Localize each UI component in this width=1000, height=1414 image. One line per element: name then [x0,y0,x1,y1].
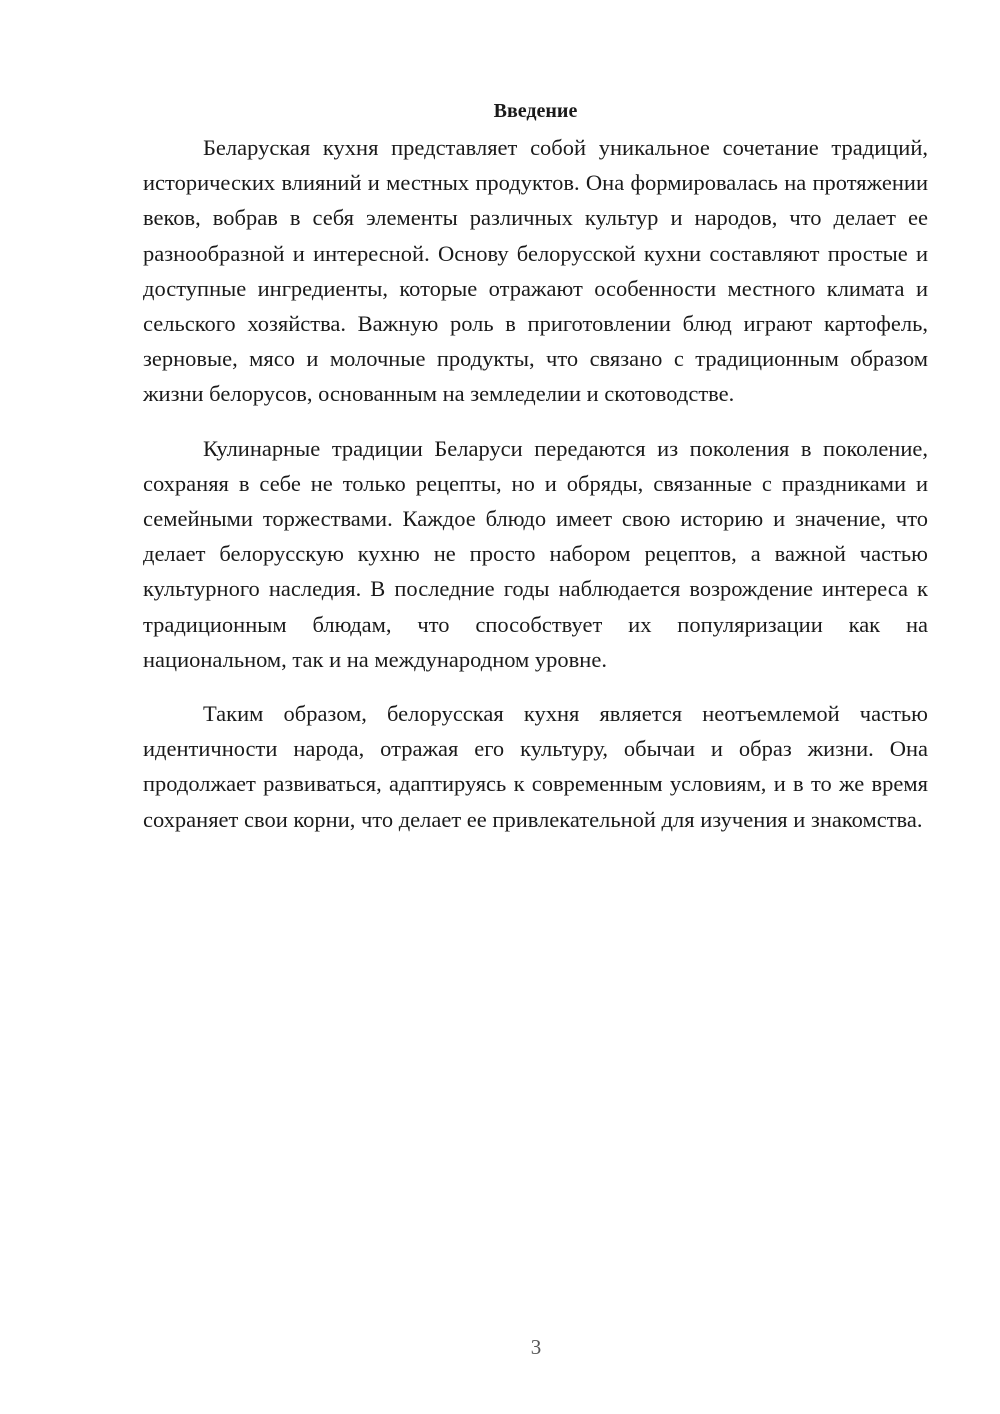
section-heading: Введение [493,100,578,122]
document-page [143,96,928,837]
paragraph-intro: Беларуская кухня представляет собой уникальное сочетание традиций, исторических влияний и местных продуктов. Она формировалась на протяжении веков, вобрав в себя элементы различных культур и народов, что делает ее разнообразной и интересной. Основу белорусской кухни составляют простые и доступные ингредиенты, которые отражают особенности местного климата и сельского хозяйства. Важную роль в приготовлении блюд играют картофель, зерновые, мясо и молочные продукты, что связано с традиционным образом жизни белорусов, основанным на земледелии и скотоводстве. [143,135,928,407]
paragraph-traditions: Кулинарные традиции Беларуси передаются из поколения в поколение, сохраняя в себе не только рецепты, но и обряды, связанные с праздниками и семейными торжествами. Каждое блюдо имеет свою историю и значение, что делает белорусскую кухню не просто набором рецептов, а важной частью культурного наследия. В последние годы наблюдается возрождение интереса к традиционным блюдам, что способствует их популяризации как на национальном, так и на международном уровне. [143,435,928,672]
paragraph-conclusion: Таким образом, белорусская кухня является неотъемлемой частью идентичности народа, отражая его культуру, обычаи и образ жизни. Она продолжает развиваться, адаптируясь к современным условиям, и в то же время сохраняет свои корни, что делает ее привлекательной для изучения и знакомства. [143,701,928,832]
page-number: 3 [530,1335,542,1359]
